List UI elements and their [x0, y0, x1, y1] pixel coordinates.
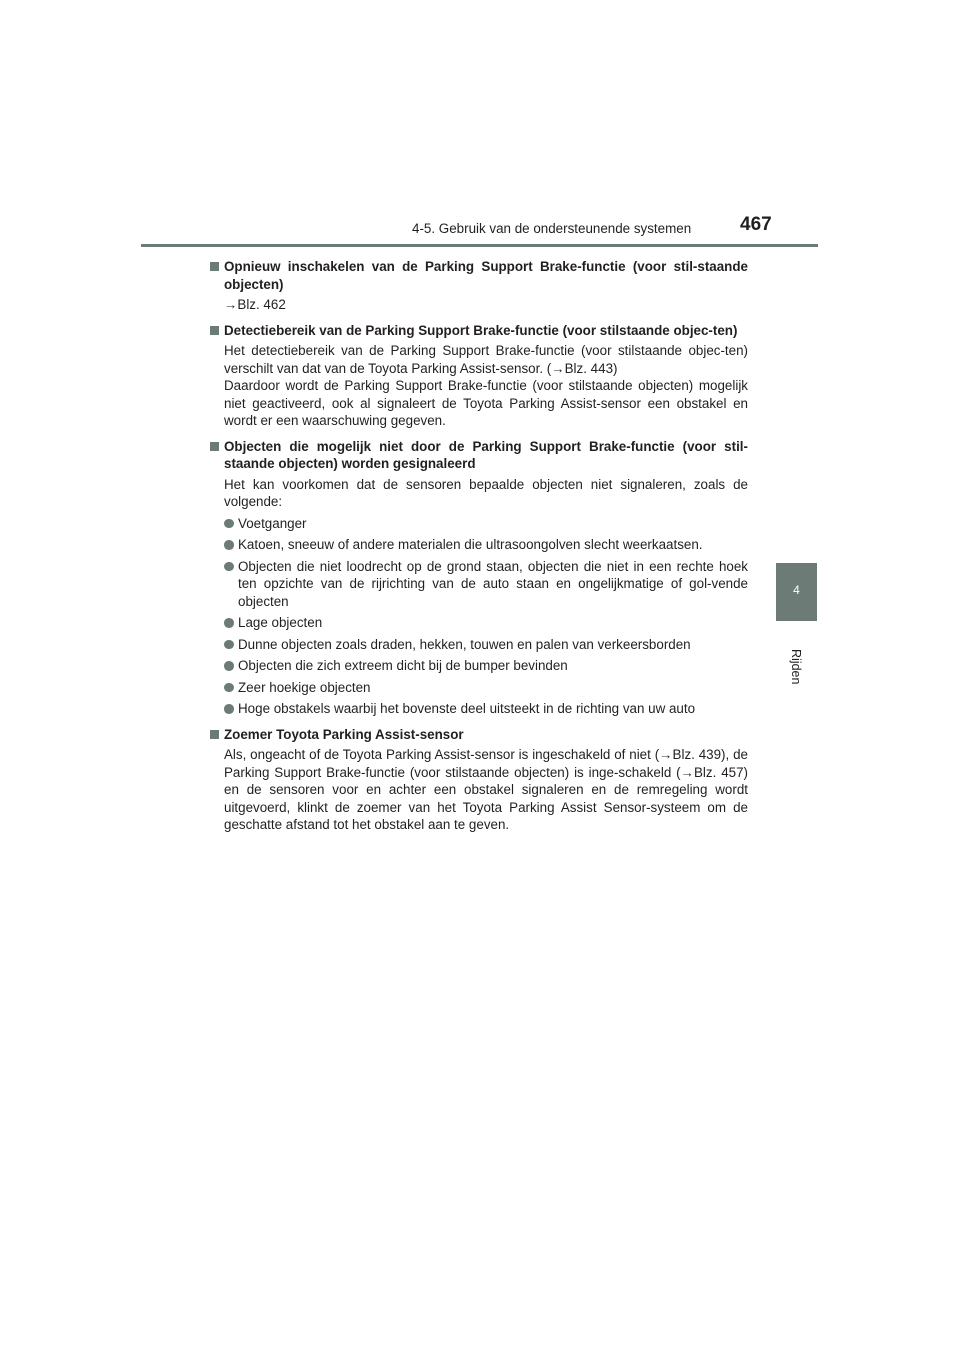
square-bullet-icon: [210, 326, 219, 335]
circle-bullet-icon: [224, 540, 234, 550]
section-heading: [210, 322, 748, 340]
circle-bullet-icon: [224, 704, 234, 714]
list-item-text: Zeer hoekige objecten: [238, 679, 371, 695]
square-bullet-icon: [210, 730, 219, 739]
list-item: [210, 657, 748, 675]
list-item: [210, 536, 748, 554]
header-section-title: 4-5. Gebruik van de ondersteunende systemen: [412, 221, 692, 236]
list-item: [210, 614, 748, 632]
circle-bullet-icon: [224, 519, 234, 529]
list-item-text: Dunne objecten zoals draden, hekken, touwen en palen van verkeersborden: [238, 636, 691, 652]
list-item-text: Voetganger: [238, 515, 307, 531]
paragraph: Daardoor wordt de Parking Support Brake-functie (voor stilstaande objecten) mogelijk niet geactiveerd, ook al signaleert de Toyota Parking Assist-sensor een obstakel en wordt er een waarschuwing gegeven.: [224, 378, 748, 428]
list-item-text: Lage objecten: [238, 615, 323, 630]
list-item: [210, 515, 748, 533]
chapter-label: Rijden: [789, 649, 803, 685]
section-heading-text: Zoemer Toyota Parking Assist-sensor: [224, 726, 464, 742]
chapter-number: 4: [793, 583, 800, 597]
section-heading: [210, 726, 748, 744]
list-item-text: Objecten die niet loodrecht op de grond staan, objecten die niet in een rechte hoek ten opzichte van de rijrichting van de auto staan en ongelijkmatige of gol-vende objecten: [238, 558, 748, 609]
circle-bullet-icon: [224, 562, 234, 572]
circle-bullet-icon: [224, 640, 234, 650]
square-bullet-icon: [210, 262, 219, 271]
section-heading-text: Opnieuw inschakelen van de Parking Support Brake-functie (voor stil-staande objecten): [224, 259, 748, 292]
chapter-tab: [776, 563, 817, 621]
paragraph: Als, ongeacht of de Toyota Parking Assist-sensor is ingeschakeld of niet (→Blz. 439), de Parking Support Brake-functie (voor stilstaande objecten) is inge-schakeld (→Blz. 457) en de sensoren voor en achter een obstakel signaleren en de remregeling wordt uitgevoerd, klinkt de zoemer van het Toyota Parking Assist Sensor-systeem om de geschatte afstand tot het obstakel aan te geven.: [224, 747, 748, 832]
list-item-text: Hoge obstakels waarbij het bovenste deel uitsteekt in de richting van uw auto: [238, 701, 696, 716]
section-heading-text: Objecten die mogelijk niet door de Parking Support Brake-functie (voor stil-staande objecten) worden gesignaleerd: [224, 438, 748, 471]
section-heading: [210, 438, 748, 473]
page-number: 467: [740, 214, 772, 235]
section-heading: [210, 258, 748, 293]
header-divider: [141, 244, 818, 247]
square-bullet-icon: [210, 442, 219, 451]
section-heading-text: Detectiebereik van de Parking Support Brake-functie (voor stilstaande objec-ten): [224, 322, 738, 338]
list-item: [210, 558, 748, 611]
list-item-text: Katoen, sneeuw of andere materialen die ultrasoongolven slecht weerkaatsen.: [238, 537, 703, 552]
circle-bullet-icon: [224, 683, 234, 693]
page-reference: →Blz. 462: [224, 297, 286, 312]
list-item: [210, 679, 748, 697]
list-item: [210, 636, 748, 654]
circle-bullet-icon: [224, 661, 234, 671]
paragraph: Het kan voorkomen dat de sensoren bepaalde objecten niet signaleren, zoals de volgende:: [224, 476, 748, 509]
page-content: [210, 254, 748, 834]
paragraph: Het detectiebereik van de Parking Support Brake-functie (voor stilstaande objec-ten) verschilt van dat van de Toyota Parking Assist-sensor. (→Blz. 443): [224, 343, 748, 376]
list-item-text: Objecten die zich extreem dicht bij de bumper bevinden: [238, 658, 568, 673]
list-item: [210, 700, 748, 718]
circle-bullet-icon: [224, 618, 234, 628]
